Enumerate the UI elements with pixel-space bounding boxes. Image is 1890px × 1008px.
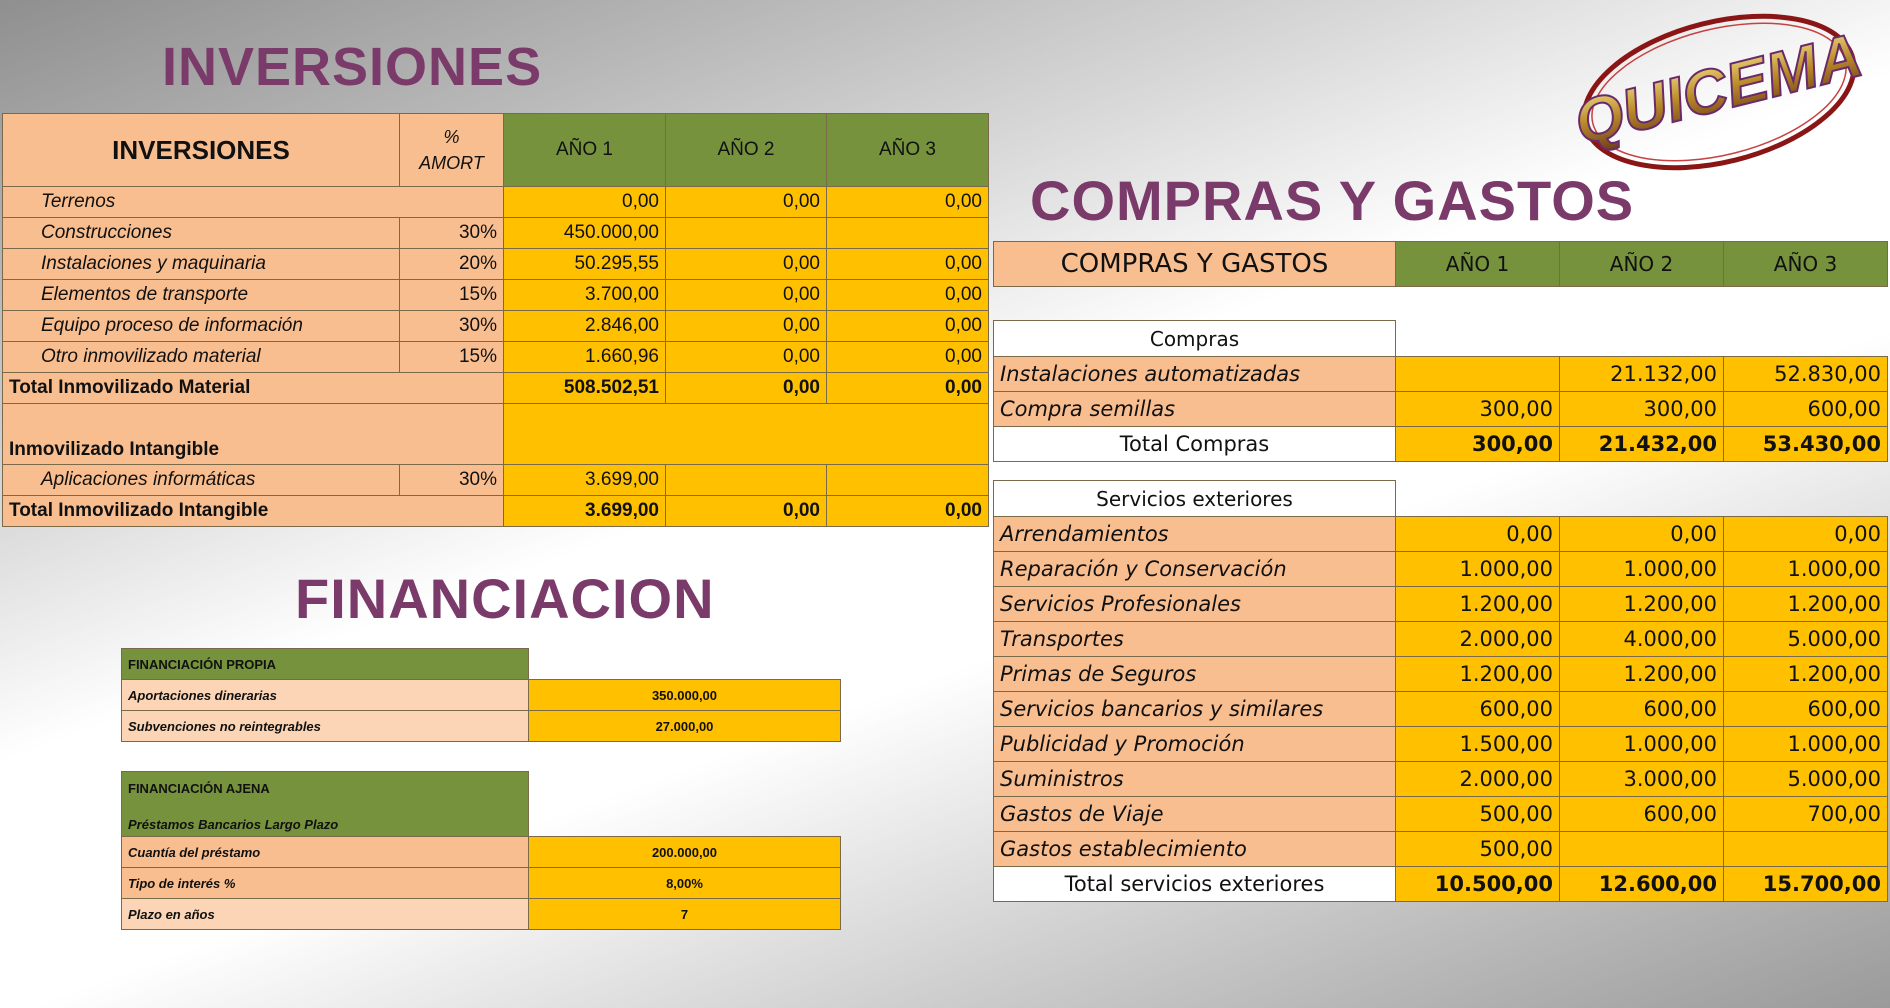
inv-row-y1: 1.660,96 bbox=[504, 342, 666, 373]
inversiones-table bbox=[2, 113, 989, 527]
cg-row-y2: 1.200,00 bbox=[1560, 657, 1724, 692]
inv-row-label: Terrenos bbox=[3, 187, 504, 218]
table-row bbox=[122, 711, 841, 742]
inv-row-pct: 15% bbox=[400, 280, 504, 311]
cg-row-label: Instalaciones automatizadas bbox=[994, 357, 1396, 392]
cg-row-y3: 0,00 bbox=[1724, 517, 1888, 552]
inv-row-y3 bbox=[827, 218, 989, 249]
inv-total-material-y3: 0,00 bbox=[827, 373, 989, 404]
table-row bbox=[122, 837, 841, 868]
cg-row-label: Suministros bbox=[994, 762, 1396, 797]
fin-ajena-header: FINANCIACIÓN AJENA bbox=[128, 781, 270, 796]
cg-row-y2: 21.132,00 bbox=[1560, 357, 1724, 392]
cg-total-compras-y1: 300,00 bbox=[1396, 427, 1560, 462]
table-row bbox=[994, 622, 1888, 657]
inv-row-y1: 0,00 bbox=[504, 187, 666, 218]
cg-row-y2: 1.000,00 bbox=[1560, 552, 1724, 587]
cg-row-y1: 500,00 bbox=[1396, 832, 1560, 867]
cg-row-y1: 2.000,00 bbox=[1396, 762, 1560, 797]
cg-total-compras-y3: 53.430,00 bbox=[1724, 427, 1888, 462]
fin-row-value: 8,00% bbox=[529, 868, 841, 899]
cg-row-y3: 700,00 bbox=[1724, 797, 1888, 832]
table-row bbox=[122, 899, 841, 930]
cg-row-y1: 0,00 bbox=[1396, 517, 1560, 552]
cg-row-label: Compra semillas bbox=[994, 392, 1396, 427]
cg-row-y3: 52.830,00 bbox=[1724, 357, 1888, 392]
inv-row-pct: 20% bbox=[400, 249, 504, 280]
table-row bbox=[994, 587, 1888, 622]
cg-row-y2: 4.000,00 bbox=[1560, 622, 1724, 657]
inv-row-label: Construcciones bbox=[3, 218, 400, 249]
table-row bbox=[3, 280, 989, 311]
financiacion-title: FINANCIACION bbox=[295, 567, 715, 630]
cg-servicios-header: Servicios exteriores bbox=[994, 481, 1396, 517]
cg-row-label: Publicidad y Promoción bbox=[994, 727, 1396, 762]
inv-header-y2: AÑO 2 bbox=[666, 114, 827, 187]
cg-row-y3: 5.000,00 bbox=[1724, 762, 1888, 797]
cg-row-y2: 300,00 bbox=[1560, 392, 1724, 427]
total-row bbox=[994, 867, 1888, 902]
inv-row-y2 bbox=[666, 218, 827, 249]
compras-title: COMPRAS Y GASTOS bbox=[1030, 169, 1635, 232]
inv-row-y3: 0,00 bbox=[827, 342, 989, 373]
quicema-logo bbox=[1568, 6, 1870, 174]
cg-total-servicios-y2: 12.600,00 bbox=[1560, 867, 1724, 902]
cg-row-y3: 1.000,00 bbox=[1724, 552, 1888, 587]
cg-total-servicios-y1: 10.500,00 bbox=[1396, 867, 1560, 902]
inv-row-y3: 0,00 bbox=[827, 311, 989, 342]
inv-row-y3 bbox=[827, 465, 989, 496]
inv-row-y2 bbox=[666, 465, 827, 496]
inv-row-y1: 2.846,00 bbox=[504, 311, 666, 342]
inv-total-material-y2: 0,00 bbox=[666, 373, 827, 404]
inv-row-label: Aplicaciones informáticas bbox=[3, 465, 400, 496]
inv-row-pct: 15% bbox=[400, 342, 504, 373]
inv-row-y3: 0,00 bbox=[827, 280, 989, 311]
cg-row-y2 bbox=[1560, 832, 1724, 867]
cg-row-label: Servicios Profesionales bbox=[994, 587, 1396, 622]
inv-header-pct bbox=[400, 114, 504, 187]
inv-row-pct: 30% bbox=[400, 465, 504, 496]
cg-row-y3: 5.000,00 bbox=[1724, 622, 1888, 657]
inv-intangible-header: Inmovilizado Intangible bbox=[3, 404, 504, 465]
inv-header-concept: INVERSIONES bbox=[3, 114, 400, 187]
cg-total-servicios-label: Total servicios exteriores bbox=[994, 867, 1396, 902]
total-row bbox=[3, 496, 989, 527]
fin-row-value: 7 bbox=[529, 899, 841, 930]
inv-row-y2: 0,00 bbox=[666, 280, 827, 311]
cg-row-label: Arrendamientos bbox=[994, 517, 1396, 552]
table-row bbox=[994, 832, 1888, 867]
inv-row-y3: 0,00 bbox=[827, 187, 989, 218]
cg-row-y3: 600,00 bbox=[1724, 392, 1888, 427]
cg-row-label: Reparación y Conservación bbox=[994, 552, 1396, 587]
inv-row-pct: 30% bbox=[400, 311, 504, 342]
inv-row-y2: 0,00 bbox=[666, 249, 827, 280]
total-row bbox=[3, 373, 989, 404]
cg-total-compras-y2: 21.432,00 bbox=[1560, 427, 1724, 462]
inv-row-y2: 0,00 bbox=[666, 311, 827, 342]
cg-row-y2: 600,00 bbox=[1560, 692, 1724, 727]
cg-total-compras-label: Total Compras bbox=[994, 427, 1396, 462]
inv-header-y3: AÑO 3 bbox=[827, 114, 989, 187]
table-row bbox=[994, 392, 1888, 427]
inv-row-y1: 3.700,00 bbox=[504, 280, 666, 311]
cg-header-y2: AÑO 2 bbox=[1560, 242, 1724, 287]
cg-row-y1 bbox=[1396, 357, 1560, 392]
cg-row-y1: 1.500,00 bbox=[1396, 727, 1560, 762]
cg-row-y2: 0,00 bbox=[1560, 517, 1724, 552]
table-row bbox=[994, 552, 1888, 587]
inv-row-y1: 50.295,55 bbox=[504, 249, 666, 280]
cg-header-y3: AÑO 3 bbox=[1724, 242, 1888, 287]
cg-total-servicios-y3: 15.700,00 bbox=[1724, 867, 1888, 902]
fin-ajena-header-cell bbox=[122, 772, 529, 837]
table-row bbox=[3, 342, 989, 373]
table-row bbox=[3, 187, 989, 218]
inv-total-intangible-y2: 0,00 bbox=[666, 496, 827, 527]
fin-ajena-subheader: Préstamos Bancarios Largo Plazo bbox=[128, 817, 339, 832]
inv-total-material-label: Total Inmovilizado Material bbox=[3, 373, 504, 404]
cg-row-y1: 1.200,00 bbox=[1396, 657, 1560, 692]
inv-header-y1: AÑO 1 bbox=[504, 114, 666, 187]
cg-header-concept: COMPRAS Y GASTOS bbox=[994, 242, 1396, 287]
inv-row-y2: 0,00 bbox=[666, 187, 827, 218]
fin-row-label: Subvenciones no reintegrables bbox=[122, 711, 529, 742]
compras-gastos-table bbox=[993, 241, 1888, 902]
cg-compras-header: Compras bbox=[994, 321, 1396, 357]
fin-row-value: 200.000,00 bbox=[529, 837, 841, 868]
cg-row-y3: 1.200,00 bbox=[1724, 587, 1888, 622]
cg-row-y3: 1.000,00 bbox=[1724, 727, 1888, 762]
fin-row-value: 350.000,00 bbox=[529, 680, 841, 711]
inversiones-title: INVERSIONES bbox=[162, 37, 543, 97]
inv-row-pct: 30% bbox=[400, 218, 504, 249]
table-row bbox=[994, 657, 1888, 692]
cg-row-y1: 300,00 bbox=[1396, 392, 1560, 427]
inv-row-label: Equipo proceso de información bbox=[3, 311, 400, 342]
cg-row-y3 bbox=[1724, 832, 1888, 867]
cg-header-y1: AÑO 1 bbox=[1396, 242, 1560, 287]
cg-row-label: Gastos establecimiento bbox=[994, 832, 1396, 867]
cg-row-y1: 1.000,00 bbox=[1396, 552, 1560, 587]
fin-row-label: Plazo en años bbox=[122, 899, 529, 930]
fin-row-label: Cuantía del préstamo bbox=[122, 837, 529, 868]
table-row bbox=[994, 517, 1888, 552]
cg-row-label: Primas de Seguros bbox=[994, 657, 1396, 692]
cg-row-label: Servicios bancarios y similares bbox=[994, 692, 1396, 727]
inv-header-amort: AMORT bbox=[419, 153, 484, 173]
cg-row-y2: 1.000,00 bbox=[1560, 727, 1724, 762]
table-row bbox=[994, 727, 1888, 762]
table-row bbox=[122, 868, 841, 899]
inv-row-y2: 0,00 bbox=[666, 342, 827, 373]
inv-row-y1: 3.699,00 bbox=[504, 465, 666, 496]
cg-row-label: Gastos de Viaje bbox=[994, 797, 1396, 832]
table-row bbox=[994, 797, 1888, 832]
fin-row-label: Aportaciones dinerarias bbox=[122, 680, 529, 711]
cg-row-y2: 1.200,00 bbox=[1560, 587, 1724, 622]
cg-row-y1: 600,00 bbox=[1396, 692, 1560, 727]
inv-header-pct-symbol: % bbox=[443, 127, 460, 147]
financiacion-table bbox=[121, 648, 841, 930]
inv-intangible-fill bbox=[504, 404, 989, 465]
inv-row-y3: 0,00 bbox=[827, 249, 989, 280]
cg-row-y1: 1.200,00 bbox=[1396, 587, 1560, 622]
cg-row-y1: 500,00 bbox=[1396, 797, 1560, 832]
logo-text: QUICEMA bbox=[1568, 20, 1869, 159]
cg-row-y3: 600,00 bbox=[1724, 692, 1888, 727]
table-row bbox=[3, 465, 989, 496]
inv-total-intangible-y3: 0,00 bbox=[827, 496, 989, 527]
fin-row-value: 27.000,00 bbox=[529, 711, 841, 742]
inv-total-intangible-y1: 3.699,00 bbox=[504, 496, 666, 527]
table-row bbox=[3, 218, 989, 249]
total-row bbox=[994, 427, 1888, 462]
inv-total-material-y1: 508.502,51 bbox=[504, 373, 666, 404]
cg-row-y2: 600,00 bbox=[1560, 797, 1724, 832]
cg-row-y2: 3.000,00 bbox=[1560, 762, 1724, 797]
cg-row-label: Transportes bbox=[994, 622, 1396, 657]
inv-row-label: Elementos de transporte bbox=[3, 280, 400, 311]
table-row bbox=[994, 762, 1888, 797]
cg-row-y1: 2.000,00 bbox=[1396, 622, 1560, 657]
inv-row-y1: 450.000,00 bbox=[504, 218, 666, 249]
table-row bbox=[994, 357, 1888, 392]
inv-row-label: Otro inmovilizado material bbox=[3, 342, 400, 373]
inv-row-label: Instalaciones y maquinaria bbox=[3, 249, 400, 280]
table-row bbox=[3, 249, 989, 280]
section-row bbox=[3, 404, 989, 465]
table-row bbox=[122, 680, 841, 711]
fin-propia-header: FINANCIACIÓN PROPIA bbox=[122, 649, 529, 680]
fin-row-label: Tipo de interés % bbox=[122, 868, 529, 899]
cg-row-y3: 1.200,00 bbox=[1724, 657, 1888, 692]
table-row bbox=[994, 692, 1888, 727]
table-row bbox=[3, 311, 989, 342]
inv-total-intangible-label: Total Inmovilizado Intangible bbox=[3, 496, 504, 527]
